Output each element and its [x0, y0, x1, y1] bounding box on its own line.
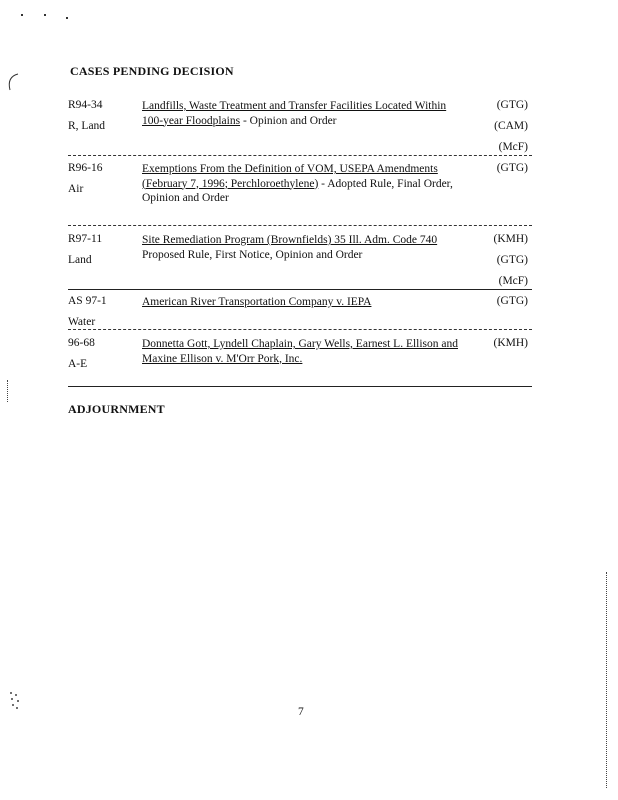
adjournment-title: ADJOURNMENT — [68, 402, 165, 416]
row-divider — [68, 386, 532, 387]
case-suffix: - Adopted Rule, Final Order, Opinion and Order — [142, 177, 453, 204]
case-category: A-E — [68, 358, 88, 370]
scan-speck — [66, 17, 68, 19]
scan-mark — [6, 72, 20, 92]
case-initials: (KMH) — [493, 337, 528, 349]
scan-smudge — [8, 690, 22, 712]
case-suffix: - Opinion and Order — [240, 114, 337, 127]
case-initials: (GTG) — [496, 99, 528, 111]
case-description — [142, 233, 468, 262]
case-number: R97-11 — [68, 233, 103, 245]
case-entry — [68, 162, 532, 222]
row-divider — [68, 329, 532, 330]
case-title: Donnetta Gott, Lyndell Chaplain, Gary Wells, Earnest L. Ellison and Maxine Ellison v. M'Orr Pork, Inc. — [142, 338, 459, 365]
case-description — [142, 99, 468, 128]
case-suffix: Proposed Rule, First Notice, Opinion and Order — [142, 248, 363, 261]
case-title: Site Remediation Program (Brownfields) 35 Ill. Adm. Code 740 — [142, 234, 438, 246]
case-initials: (McF) — [498, 275, 528, 287]
case-description — [142, 295, 468, 310]
case-title: American River Transportation Company v. IEPA — [142, 296, 372, 308]
case-description — [142, 162, 468, 206]
case-category: R, Land — [68, 120, 106, 132]
case-initials: (GTG) — [496, 254, 528, 266]
case-initials: (KMH) — [493, 233, 528, 245]
scan-speck — [44, 14, 46, 16]
scan-edge-left — [7, 380, 8, 402]
case-initials: (CAM) — [494, 120, 528, 132]
case-initials: (GTG) — [496, 295, 528, 307]
case-number: R96-16 — [68, 162, 103, 174]
scan-edge-right — [606, 572, 607, 788]
case-number: 96-68 — [68, 337, 95, 349]
case-description — [142, 337, 468, 366]
row-divider — [68, 225, 532, 226]
case-title: Landfills, Waste Treatment and Transfer Facilities Located Within 100-year Floodplains — [142, 100, 447, 127]
case-entry — [68, 233, 532, 289]
case-initials: (GTG) — [496, 162, 528, 174]
row-divider — [68, 289, 532, 290]
case-category: Land — [68, 254, 92, 266]
case-category: Water — [68, 316, 96, 328]
section-title: CASES PENDING DECISION — [70, 64, 234, 78]
row-divider — [68, 155, 532, 156]
case-category: Air — [68, 183, 84, 195]
case-entry — [68, 295, 532, 329]
case-number: R94-34 — [68, 99, 103, 111]
case-title: Exemptions From the Definition of VOM, USEPA Amendments (February 7, 1996; Perchloroethylene) — [142, 163, 438, 190]
case-number: AS 97-1 — [68, 295, 107, 307]
case-entry — [68, 99, 532, 155]
scan-speck — [21, 14, 23, 16]
page-number: 7 — [298, 706, 304, 718]
case-entry — [68, 337, 532, 383]
case-initials: (McF) — [498, 141, 528, 153]
